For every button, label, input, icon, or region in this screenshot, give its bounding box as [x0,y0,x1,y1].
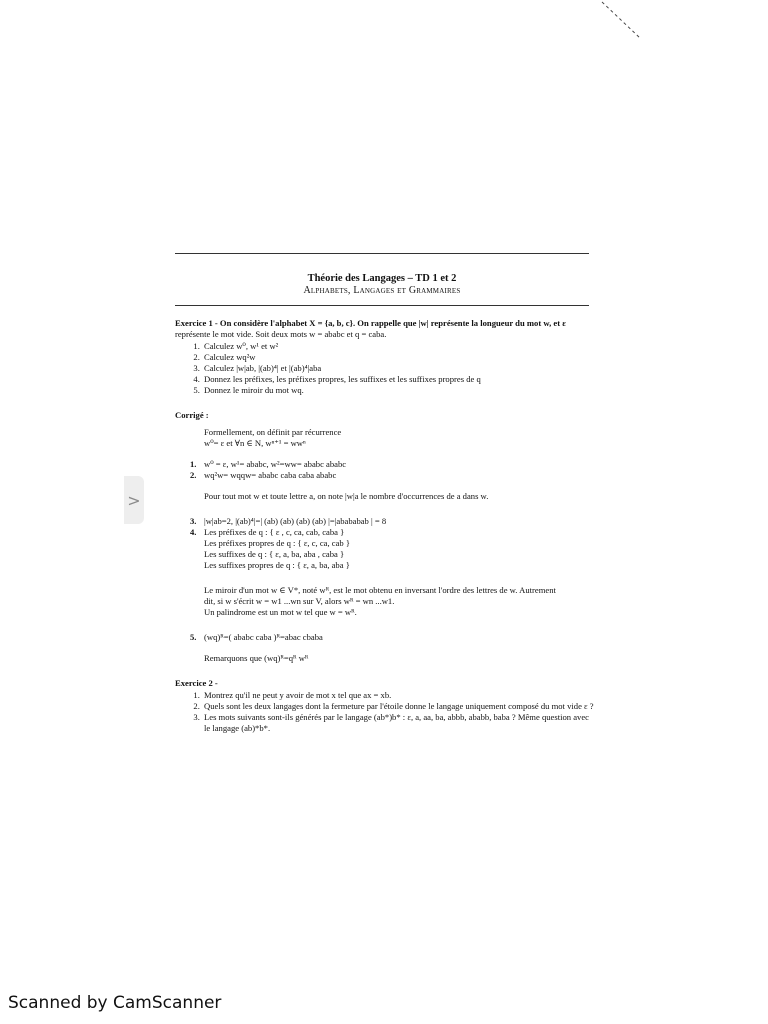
document-subtitle: Alphabets, Langages et Grammaires [303,285,461,296]
suffixes-line: Les suffixes de q : { ε, a, ba, aba , caba } [204,549,345,559]
exercise1-question: 4. Donnez les préfixes, les préfixes propres, les suffixes et les suffixes propres de q [202,374,595,385]
scanner-watermark: Scanned by CamScanner [8,993,222,1013]
exercise1-question: 3. Calculez |w|ab, |(ab)⁴| et |(ab)⁴|aba [202,363,595,374]
corrige-heading: Corrigé : [175,410,209,420]
prefixes-line: Les préfixes de q : { ε , c, ca, cab, caba } [204,527,345,537]
exercise1-questions [175,341,595,396]
top-rule [175,253,589,254]
answer-text: w⁰ = ε, w¹= ababc, w²=ww= ababc ababc [204,459,347,469]
chevron-right-icon[interactable]: > [124,476,144,524]
answer-number: 1. [190,459,197,469]
answer-5 [175,632,595,643]
exercise1-question: 1. Calculez w⁰, w¹ et w² [202,341,595,352]
remark-line: Remarquons que (wq)ᴿ=qᴿ wᴿ [204,653,309,663]
exercise1-intro: Exercice 1 - On considère l'alphabet X = {a, b, c}. On rappelle que |w| représente la longueur du mot w, et ε [175,318,566,328]
mirror-definition: Le miroir d'un mot w ∈ V*, noté wᴿ, est le mot obtenu en inversant l'ordre des lettres de w. Autrement [204,585,556,595]
answer-number: 2. [190,470,197,480]
document-body [175,318,595,734]
answer-text: |w|ab=2, |(ab)⁴|=| (ab) (ab) (ab) (ab) |=|abababab | = 8 [204,516,387,526]
exercise2-question: 1. Montrez qu'il ne peut y avoir de mot x tel que ax = xb. [202,690,595,701]
document-title: Théorie des Langages – TD 1 et 2 [307,273,457,284]
exercise2-question: 3. Les mots suivants sont-ils générés par le langage (ab*)b* : ε, a, aa, ba, abbb, ababb, baba ? Même question avec le langage (ab)*b*. [202,712,595,734]
answer-4 [175,527,595,571]
answer-number: 4. [190,527,197,537]
answer-number: 5. [190,632,197,642]
proper-suffixes-line: Les suffixes propres de q : { ε, a, ba, aba } [204,560,350,570]
proper-prefixes-line: Les préfixes propres de q : { ε, c, ca, cab } [204,538,350,548]
definition-formula: w⁰= ε et ∀n ∈ N, wⁿ⁺¹ = wwⁿ [204,438,306,448]
exercise2-heading: Exercice 2 - [175,678,218,688]
page-corner-fold-line [598,0,658,42]
answer-2 [175,470,595,481]
occurrence-note: Pour tout mot w et toute lettre a, on note |w|a le nombre d'occurrences de a dans w. [204,491,489,501]
exercise2-question: 2. Quels sont les deux langages dont la fermeture par l'étoile donne le langage uniquement composé du mot vide ε ? [202,701,595,712]
header-rule [175,305,589,306]
document-header [175,272,589,297]
answer-3 [175,516,595,527]
definition-line: Formellement, on définit par récurrence [204,427,342,437]
answer-text: wq²w= wqqw= ababc caba caba ababc [204,470,337,480]
answer-text: (wq)ᴿ=( ababc caba )ᴿ=abac cbaba [204,632,323,642]
exercise2-questions [175,690,595,734]
answer-1 [175,459,595,470]
mirror-definition-cont: dit, si w s'écrit w = w1 ...wn sur V, alors wᴿ = wn ...w1. [204,596,395,606]
exercise1-intro-cont: représente le mot vide. Soit deux mots w = ababc et q = caba. [175,329,387,339]
exercise1-question: 2. Calculez wq²w [202,352,595,363]
answer-number: 3. [190,516,197,526]
exercise1-question: 5. Donnez le miroir du mot wq. [202,385,595,396]
palindrome-definition: Un palindrome est un mot w tel que w = wᴿ. [204,607,357,617]
